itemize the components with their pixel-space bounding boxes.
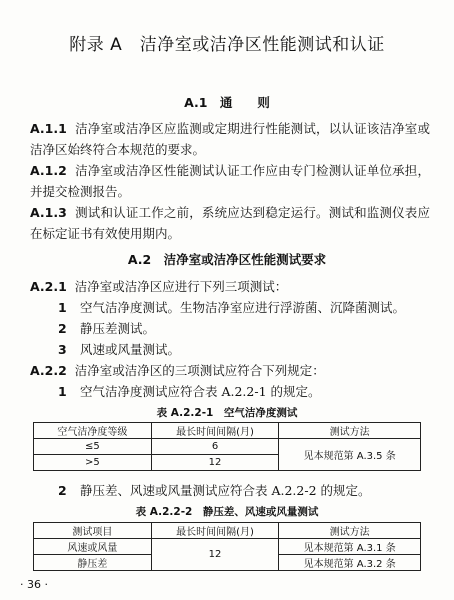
table-cell: 见本规范第 A.3.2 条	[279, 555, 421, 571]
paragraph-a2-1	[30, 276, 430, 297]
table-cell: 风速或风量	[34, 539, 152, 555]
clause-number: A.2.2	[30, 363, 67, 378]
list-item	[58, 318, 428, 339]
item-number: 1	[58, 384, 67, 399]
clause-text: 洁净室或洁净区应进行下列三项测试：	[74, 279, 288, 294]
clause-number: A.1.2	[30, 163, 67, 178]
appendix-title: 附录 A 洁净室或洁净区性能测试和认证	[69, 35, 385, 55]
list-item	[58, 480, 428, 501]
item-number: 2	[58, 321, 67, 336]
table-header-cell: 最长时间间隔(月)	[151, 523, 279, 539]
item-text: 风速或风量测试。	[80, 342, 181, 357]
table-cell: 12	[151, 455, 279, 471]
clause-text: 洁净室或洁净区的三项测试应符合下列规定：	[74, 363, 325, 378]
item-text: 静压差测试。	[80, 321, 156, 336]
item-text: 静压差、风速或风量测试应符合表 A.2.2-2 的规定。	[80, 483, 371, 498]
table-cell: 见本规范第 A.3.5 条	[279, 439, 421, 471]
item-number: 3	[58, 342, 67, 357]
clause-number: A.1.3	[30, 205, 67, 220]
paragraph-a1-3	[30, 202, 430, 244]
item-text: 空气洁净度测试应符合表 A.2.2-1 的规定。	[80, 384, 321, 399]
item-text: 空气洁净度测试。生物洁净室应进行浮游菌、沉降菌测试。	[80, 300, 406, 315]
list-item	[58, 297, 428, 318]
table-header-cell: 空气洁净度等级	[34, 423, 152, 439]
table2-caption: 表 A.2.2-2 静压差、风速或风量测试	[135, 506, 319, 518]
table-header-cell: 测试项目	[34, 523, 152, 539]
table-cell: 静压差	[34, 555, 152, 571]
table-header-cell: 测试方法	[279, 523, 421, 539]
clause-text: 洁净室或洁净区性能测试认证工作应由专门检测认证单位承担，并提交检测报告。	[30, 163, 430, 199]
table-row	[34, 539, 421, 555]
paragraph-a1-2	[30, 160, 430, 202]
table-cell: 6	[151, 439, 279, 455]
table-cell: >5	[34, 455, 152, 471]
table1-caption: 表 A.2.2-1 空气洁净度测试	[156, 407, 298, 419]
list-item	[58, 339, 428, 360]
table-cell: 见本规范第 A.3.1 条	[279, 539, 421, 555]
table-row	[34, 439, 421, 455]
paragraph-a1-1	[30, 118, 430, 160]
table-air-cleanliness	[33, 422, 421, 471]
section-heading-a2: A.2 洁净室或洁净区性能测试要求	[127, 252, 327, 267]
clause-number: A.2.1	[30, 279, 67, 294]
section-heading-a1: A.1 通 则	[184, 95, 270, 110]
clause-text: 测试和认证工作之前，系统应达到稳定运行。测试和监测仪表应在标定证书有效使用期内。	[30, 205, 430, 241]
paragraph-a2-2	[30, 360, 430, 381]
table-header-cell: 最长时间间隔(月)	[151, 423, 279, 439]
table-header-row	[34, 523, 421, 539]
table-pressure-airflow	[33, 522, 421, 571]
list-item	[58, 381, 428, 402]
table-cell: ≤5	[34, 439, 152, 455]
clause-number: A.1.1	[30, 121, 67, 136]
page-number: · 36 ·	[20, 578, 48, 591]
clause-text: 洁净室或洁净区应监测或定期进行性能测试，以认证该洁净室或洁净区始终符合本规范的要求。	[30, 121, 430, 157]
table-header-row	[34, 423, 421, 439]
item-number: 1	[58, 300, 67, 315]
item-number: 2	[58, 483, 67, 498]
table-cell: 12	[151, 539, 279, 571]
table-header-cell: 测试方法	[279, 423, 421, 439]
